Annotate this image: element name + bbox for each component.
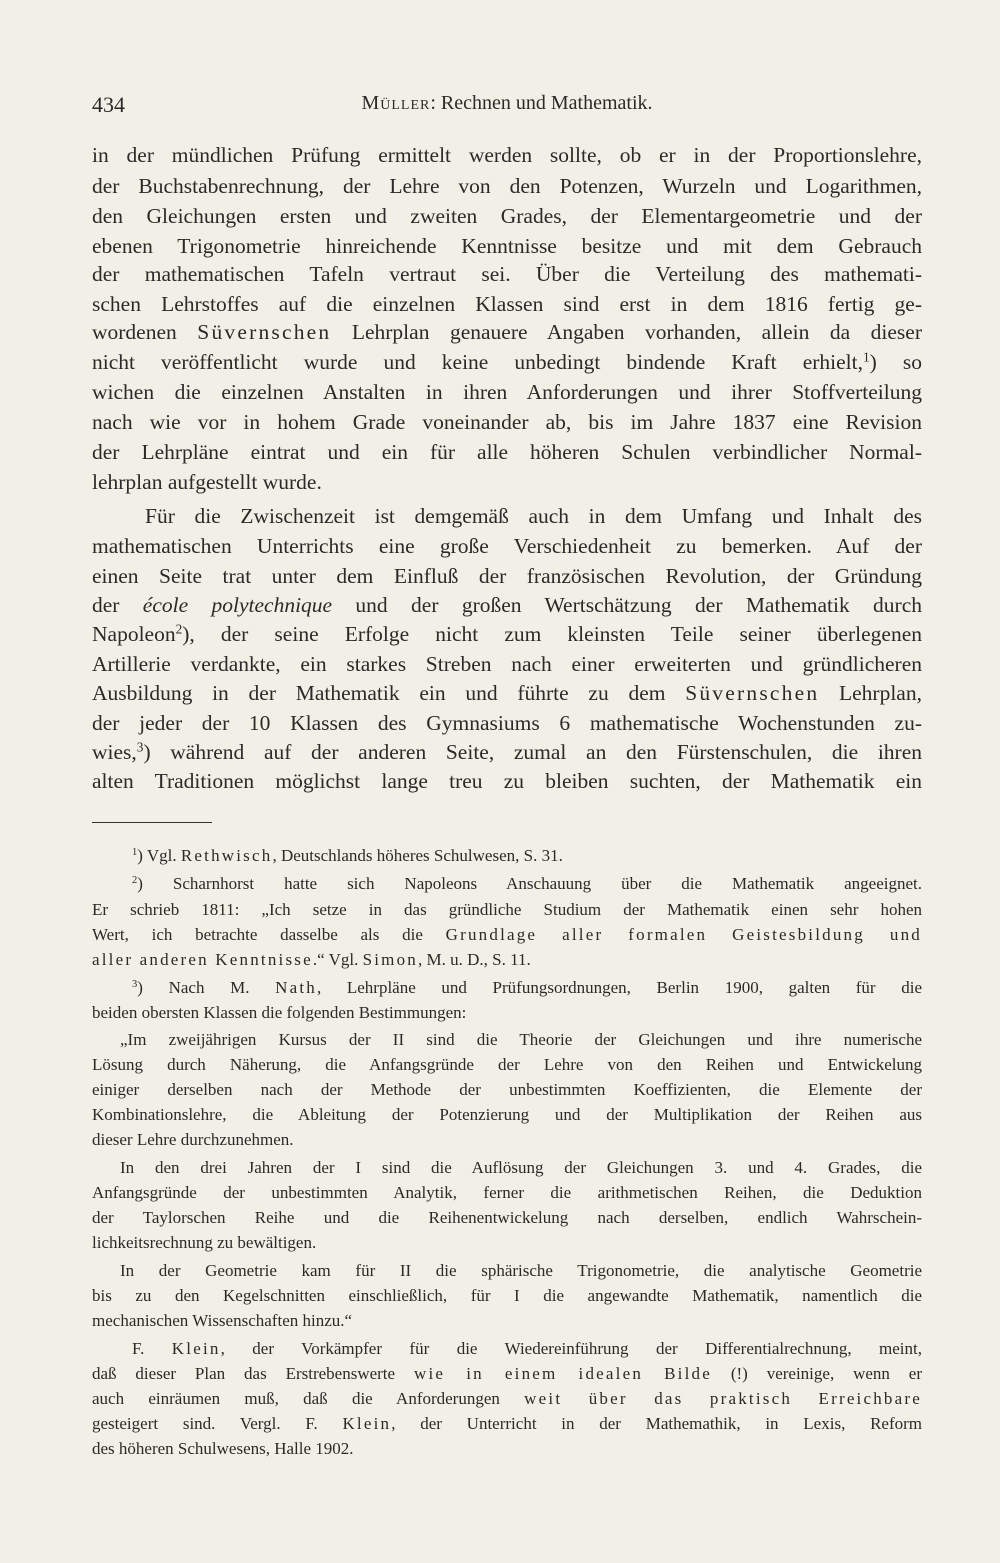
spaced-name: Simon	[362, 950, 418, 969]
footnote-number: 3	[132, 979, 138, 991]
body-line: nach wie vor in hohem Grade voneinander ab, bis im Jahre 1837 eine Revision	[92, 410, 922, 434]
running-title-text: : Rechnen und Mathematik.	[430, 92, 653, 114]
body-line: einen Seite trat unter dem Einfluß der französischen Revolution, der Gründung	[92, 564, 922, 588]
footnote-line	[132, 1339, 922, 1359]
footnote-line	[120, 1261, 922, 1281]
spaced-phrase: Grundlage aller formalen Geistesbildung und	[445, 925, 922, 944]
spaced-phrase: weit über das praktisch Erreichbare	[524, 1389, 922, 1408]
footnote-line	[92, 1286, 922, 1306]
text-run: dieser Lehre durchzunehmen.	[92, 1130, 294, 1149]
body-line: wichen die einzelnen Anstalten in ihren Anforderungen und ihrer Stoffverteilung	[92, 380, 922, 404]
body-line: der jeder der 10 Klassen des Gymnasiums 6 mathematische Wochenstunden zu-	[92, 711, 922, 735]
text-run: Lehrplan genauere Angaben vorhanden, allein da dieser	[331, 320, 922, 344]
text-run: Lösung durch Näherung, die Anfangsgründe der Lehre von den Reihen und Entwickelung	[92, 1055, 922, 1074]
footnote-line	[92, 1055, 922, 1075]
text-run: Napoleon	[92, 622, 176, 646]
italic-term: école polytechnique	[142, 593, 333, 617]
body-line: Für die Zwischenzeit ist demgemäß auch in dem Umfang und Inhalt des	[145, 504, 922, 528]
footnote-line	[92, 1233, 922, 1253]
text-run: einiger derselben nach der Methode der unbestimmten Koeffizienten, die Elemente der	[92, 1080, 922, 1099]
body-line: alten Traditionen möglichst lange treu zu bleiben suchten, der Mathematik ein	[92, 769, 922, 793]
footnote-line	[92, 1105, 922, 1125]
body-line: Artillerie verdankte, ein starkes Streben nach einer erweiterten und gründlicheren	[92, 652, 922, 676]
footnote-line	[92, 1208, 922, 1228]
spaced-name: Süvernschen	[197, 320, 332, 344]
footnote-line	[92, 1311, 922, 1331]
footnote-line	[92, 1183, 922, 1203]
footnote-line	[120, 1030, 922, 1050]
footnote-line	[92, 1130, 922, 1150]
body-line	[92, 350, 922, 375]
text-run: ) so	[869, 350, 922, 374]
running-title-author: Müller	[361, 92, 431, 114]
spaced-name: Süvernschen	[685, 681, 820, 705]
body-line	[92, 622, 922, 647]
footnote-line	[132, 978, 922, 998]
footnote-rule	[92, 822, 212, 823]
text-run: der	[92, 593, 143, 617]
text-run: lichkeitsrechnung zu bewältigen.	[92, 1233, 317, 1252]
footnote-number: 2	[132, 875, 138, 887]
text-run: In der Geometrie kam für II die sphärische Trigonometrie, die analytische Geometrie	[120, 1261, 922, 1280]
footnote-line	[92, 1414, 922, 1434]
footnote-marker: 2	[175, 621, 183, 637]
footnote-marker: 3	[136, 739, 144, 755]
text-run: gesteigert sind. Vergl. F.	[92, 1414, 343, 1433]
body-line: lehrplan aufgestellt wurde.	[92, 470, 322, 494]
spaced-name: Klein	[171, 1339, 221, 1358]
text-run: ) Scharnhorst hatte sich Napoleons Anschauung über die Mathematik angeeignet.	[137, 874, 922, 893]
spaced-name: Rethwisch	[180, 846, 273, 865]
text-run: , der Vorkämpfer für die Wiedereinführung der Differentialrechnung, meint,	[220, 1339, 923, 1358]
body-line	[92, 320, 922, 345]
footnote-line	[132, 874, 922, 894]
text-run: Kombinationslehre, die Ableitung der Potenzierung und der Multiplikation der Reihen aus	[92, 1105, 922, 1124]
footnote-number: 1	[132, 847, 138, 859]
body-line	[92, 292, 922, 317]
text-run: wordenen	[92, 320, 198, 344]
footnote-line	[120, 1158, 922, 1178]
text-run: schen Lehrstoffes auf die einzelnen Klassen sind erst in dem 1816 fertig ge-	[92, 292, 922, 316]
text-run: und der großen Wertschätzung der Mathematik durch	[332, 593, 923, 617]
page-header	[92, 92, 922, 122]
body-line	[92, 740, 922, 765]
text-run: nicht veröffentlicht wurde und keine unbedingt bindende Kraft erhielt,	[92, 350, 863, 374]
footnote-line	[92, 1364, 922, 1384]
footnote-line	[92, 925, 922, 945]
text-run: ) Nach M.	[137, 978, 276, 997]
body-line: der Buchstabenrechnung, der Lehre von den Potenzen, Wurzeln und Logarithmen,	[92, 174, 922, 198]
text-run: beiden obersten Klassen die folgenden Bestimmungen:	[92, 1003, 467, 1022]
text-run: ) während auf der anderen Seite, zumal an den Fürstenschulen, die ihren	[143, 740, 922, 764]
body-line	[92, 593, 922, 618]
footnote-line	[92, 1439, 922, 1459]
text-run: , der Unterricht in der Mathemathik, in Lexis, Reform	[391, 1414, 922, 1433]
body-line: den Gleichungen ersten und zweiten Grades, der Elementargeometrie und der	[92, 204, 922, 228]
footnote-line	[132, 846, 922, 866]
text-run: In den drei Jahren der I sind die Auflösung der Gleichungen 3. und 4. Grades, die	[120, 1158, 922, 1177]
page-number: 434	[92, 92, 125, 117]
running-title	[92, 92, 922, 115]
body-line: ebenen Trigonometrie hinreichende Kenntnisse besitze und mit dem Gebrauch	[92, 234, 922, 258]
text-run: Ausbildung in der Mathematik ein und führte zu dem	[92, 681, 686, 705]
body-line: der Lehrpläne eintrat und ein für alle höheren Schulen verbindlicher Normal-	[92, 440, 922, 464]
body-line	[92, 681, 922, 706]
text-run: „Im zweijährigen Kursus der II sind die Theorie der Gleichungen und ihre numerische	[120, 1030, 922, 1049]
text-run: bis zu den Kegelschnitten einschließlich, für I die angewandte Mathematik, namentlich die	[92, 1286, 922, 1305]
text-run: .“ Vgl.	[312, 950, 363, 969]
text-run: Anfangsgründe der unbestimmten Analytik, ferner die arithmetischen Reihen, die Deduktion	[92, 1183, 922, 1202]
spaced-phrase: wie in einem idealen Bilde	[413, 1364, 712, 1383]
spaced-phrase: aller anderen Kenntnisse	[92, 950, 313, 969]
body-line: mathematischen Unterrichts eine große Verschiedenheit zu bemerken. Auf der	[92, 534, 922, 558]
footnote-marker: 1	[863, 349, 870, 365]
text-run: , M. u. D., S. 11.	[418, 950, 531, 969]
text-run: ) Vgl.	[137, 846, 181, 865]
text-run: ), der seine Erfolge nicht zum kleinsten Teile seiner überlegenen	[182, 622, 922, 646]
footnote-line	[92, 1080, 922, 1100]
footnote-line	[92, 1003, 922, 1023]
text-run: auch einräumen muß, daß die Anforderungen	[92, 1389, 525, 1408]
text-run: Er schrieb 1811: „Ich setze in das gründliche Studium der Mathematik einen sehr hohen	[92, 900, 922, 919]
footnote-line	[92, 900, 922, 920]
text-run: mechanischen Wissenschaften hinzu.“	[92, 1311, 353, 1330]
text-run: daß dieser Plan das Erstrebenswerte	[92, 1364, 414, 1383]
text-run: , Deutschlands höheres Schulwesen, S. 31.	[272, 846, 563, 865]
spaced-name: Klein	[342, 1414, 392, 1433]
body-line: in der mündlichen Prüfung ermittelt werden sollte, ob er in der Proportionslehre,	[92, 143, 922, 167]
text-run: , Lehrpläne und Prüfungsordnungen, Berlin 1900, galten für die	[316, 978, 923, 997]
text-run: Wert, ich betrachte dasselbe als die	[92, 925, 446, 944]
text-run: (!) vereinige, wenn er	[711, 1364, 922, 1383]
text-run: wies,	[92, 740, 137, 764]
text-run: des höheren Schulwesens, Halle 1902.	[92, 1439, 354, 1458]
text-run: F.	[132, 1339, 172, 1358]
text-run: Lehrplan,	[819, 681, 922, 705]
footnote-line	[92, 950, 922, 970]
body-line: der mathematischen Tafeln vertraut sei. Über die Verteilung des mathemati-	[92, 262, 922, 286]
spaced-name: Nath	[275, 978, 317, 997]
footnote-line	[92, 1389, 922, 1409]
text-run: der Taylorschen Reihe und die Reihenentwickelung nach derselben, endlich Wahrschein-	[92, 1208, 922, 1227]
